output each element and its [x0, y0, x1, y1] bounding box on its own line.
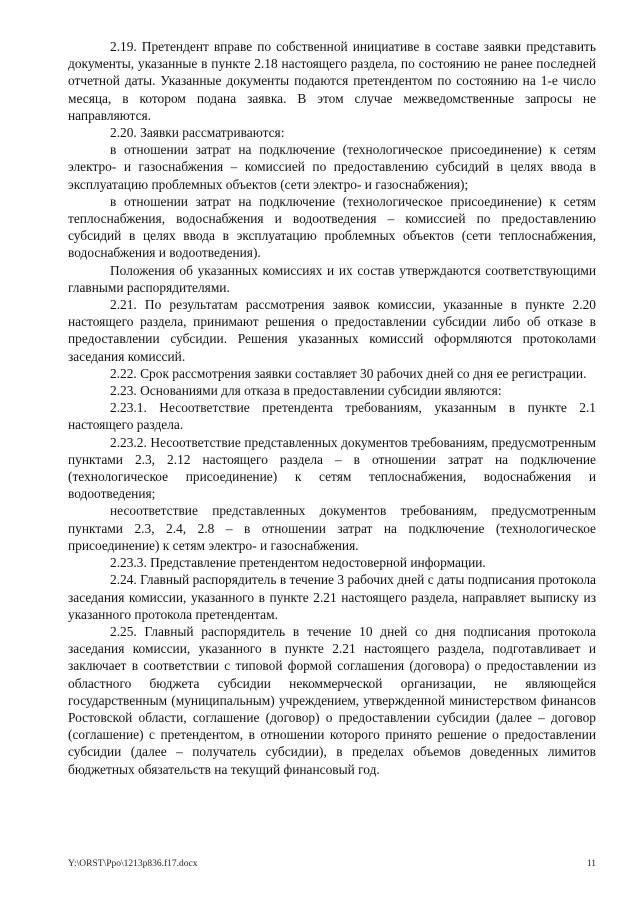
- paragraph-2-23-3: 2.23.3. Представление претендентом недостоверной информации.: [110, 555, 486, 571]
- paragraph-2-23-1: 2.23.1. Несоответствие претендента требованиям, указанным в пункте 2.1 настоящего раздела.: [68, 400, 596, 433]
- paragraph-2-23-2-continued: несоответствие представленных документов требованиям, предусмотренным пунктами 2.3, 2.4, 2.8 – в отношении затрат на подключение (технологическое присоединение) к сетям электро- и газоснабжения.: [68, 503, 596, 553]
- footer-file-path: Y:\ORST\Ppo\1213p836.f17.docx: [68, 859, 198, 869]
- paragraph-2-23: 2.23. Основаниями для отказа в предоставлении субсидии являются:: [110, 383, 502, 399]
- paragraph-2-21: 2.21. По результатам рассмотрения заявок комиссии, указанные в пункте 2.20 настоящего раздела, принимают решения о предоставлении субсидии либо об отказе в предоставлении субсидии. Решения указанных комиссий оформляются протоколами заседания комиссий.: [68, 297, 596, 364]
- paragraph-2-20: 2.20. Заявки рассматриваются:: [110, 125, 285, 141]
- paragraph-2-19: 2.19. Претендент вправе по собственной инициативе в составе заявки представить документы, указанные в пункте 2.18 настоящего раздела, по состоянию не ранее последней отчетной даты. Указанные документы подаются претендентом по состоянию на 1-е число месяца, в котором подана заявка. В этом случае межведомственные запросы не направляются.: [68, 39, 596, 123]
- paragraph-2-20-heat-water: в отношении затрат на подключение (технологическое присоединение) к сетям теплоснабжения, водоснабжения и водоотведения – комиссией по предоставлению субсидий в целях ввода в эксплуатацию проблемных объектов (сети теплоснабжения, водоснабжения и водоотведения).: [68, 193, 596, 261]
- paragraph-commission-regulations: Положения об указанных комиссиях и их состав утверждаются соответствующими главными распорядителями.: [68, 262, 596, 295]
- paragraph-2-23-2: 2.23.2. Несоответствие представленных документов требованиям, предусмотренным пунктами 2.3, 2.12 настоящего раздела – в отношении затрат на подключение (технологическое присоединение) к сетям теплоснабжения, водоснабжения и водоотведения;: [68, 434, 596, 502]
- paragraph-2-24: 2.24. Главный распорядитель в течение 3 рабочих дней с даты подписания протокола заседания комиссии, указанного в пункте 2.21 настоящего раздела, направляет выписку из указанного протокола претендентам.: [68, 572, 596, 622]
- paragraph-2-25: 2.25. Главный распорядитель в течение 10 дней со дня подписания протокола заседания комиссии, указанного в пункте 2.21 настоящего раздела, подготавливает и заключает в соответствии с типовой формой соглашения (договора) о предоставлении из областного бюджета субсидии некоммерческой организации, не являющейся государственным (муниципальным) учреждением, утвержденной министерством финансов Ростовской области, соглашение (договор) о предоставлении субсидии (далее – договор (соглашение) с претендентом, в отношении которого принято решение о предоставлении субсидии (далее – получатель субсидии), в пределах объемов доведенных лимитов бюджетных обязательств на текущий финансовый год.: [68, 623, 596, 777]
- document-page: [68, 38, 596, 778]
- paragraph-2-20-electro-gas: в отношении затрат на подключение (технологическое присоединение) к сетям электро- и газоснабжения – комиссией по предоставлению субсидий в целях ввода в эксплуатацию проблемных объектов (сети электро- и газоснабжения);: [68, 142, 596, 192]
- footer-page-number: 11: [586, 859, 596, 869]
- paragraph-2-22: 2.22. Срок рассмотрения заявки составляет 30 рабочих дней со дня ее регистрации.: [110, 365, 587, 381]
